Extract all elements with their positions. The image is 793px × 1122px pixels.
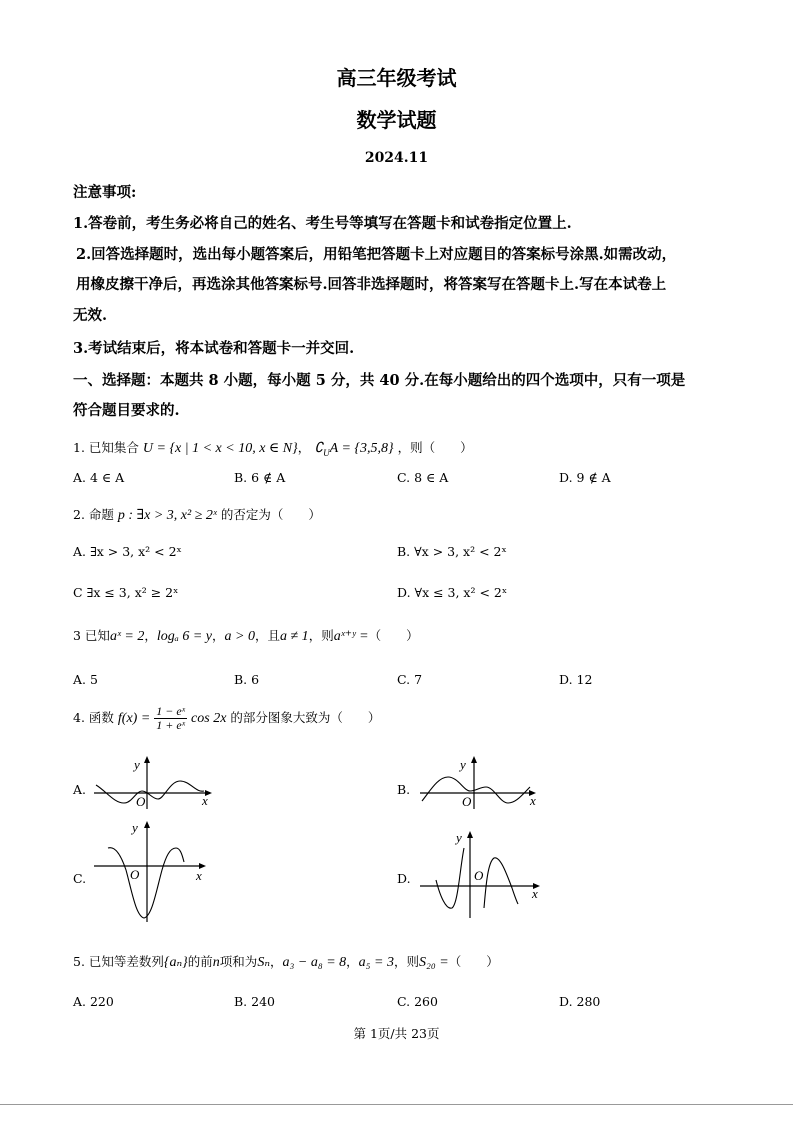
q1-comma: ， (297, 440, 311, 455)
q4-option-c-label[interactable]: C. (73, 871, 87, 886)
exam-title: 高三年级考试 (336, 66, 457, 90)
q3-suffix: （ ） (368, 628, 419, 643)
notes-heading: 注意事项: (73, 184, 137, 201)
q3-option-a[interactable]: A. 5 (73, 672, 98, 687)
q4-graph-d-y-label: y (456, 830, 462, 845)
q4-fraction-denominator: 1 + eˣ (156, 718, 186, 732)
q4-fraction-numerator: 1 − eˣ (156, 704, 186, 718)
q2-option-b[interactable]: B. ∀x > 3, x² < 2ˣ (397, 544, 507, 559)
q4-option-a-label[interactable]: A. (73, 782, 87, 797)
q4-graph-b-y-arrow (471, 756, 477, 763)
q4-graph-c-curve (108, 848, 184, 918)
q4-graph-b-x-label: x (530, 793, 536, 808)
q5-target: S₂₀ = (419, 955, 449, 970)
q1-option-a[interactable]: A. 4 ∈ A (73, 470, 125, 485)
q4-graph-d-origin: O (474, 868, 484, 883)
q4-graph-a-y-label: y (134, 757, 140, 772)
q4-fraction (154, 705, 187, 732)
q2-option-d[interactable]: D. ∀x ≤ 3, x² < 2ˣ (397, 585, 508, 600)
q2-proposition: p : ∃x > 3, x² ≥ 2ˣ (117, 508, 217, 523)
q1-option-b[interactable]: B. 6 ∉ A (234, 470, 286, 485)
question-4 (73, 705, 380, 732)
q5-sep-1: ， (270, 954, 283, 969)
q3-option-d[interactable]: D. 12 (559, 672, 593, 687)
q4-graph-c-x-label: x (196, 868, 202, 883)
q4-graph-a-origin: O (136, 794, 146, 809)
q4-graph-c-origin: O (130, 867, 140, 882)
q3-option-b[interactable]: B. 6 (234, 672, 260, 687)
q3-option-c[interactable]: C. 7 (397, 672, 423, 687)
q4-graph-d[interactable] (418, 828, 548, 920)
q3-sep-2: ， (212, 628, 225, 643)
q4-prefix: 4. 函数 (73, 710, 114, 725)
q5-sep-2: ， (346, 954, 359, 969)
q3-expr-4: a ≠ 1 (280, 629, 309, 644)
q3-sep-1: ， (144, 628, 157, 643)
q4-option-b-label[interactable]: B. (397, 782, 411, 797)
q4-graph-c-y-arrow (144, 821, 150, 828)
notes-item-3: 3.考试结束后，将本试卷和答题卡一并交回. (73, 340, 355, 357)
q4-option-d-label[interactable]: D. (397, 871, 411, 886)
q5-sum: Sₙ (257, 955, 270, 970)
q4-graph-b-curve (422, 777, 530, 803)
q5-option-c[interactable]: C. 260 (397, 994, 438, 1009)
q4-graph-d-curve-right (484, 858, 518, 908)
q4-graph-c-y-label: y (132, 820, 138, 835)
q4-graph-c[interactable] (92, 818, 222, 924)
q4-graph-a-curve (96, 781, 204, 803)
q5-n: n (212, 955, 220, 970)
q2-prefix: 2. 命题 (73, 507, 114, 522)
q4-graph-d-x-label: x (532, 886, 538, 901)
q5-option-a[interactable]: A. 220 (73, 994, 114, 1009)
q3-expr-3: a > 0 (224, 629, 255, 644)
q1-set-u: U = {x | 1 < x < 10, x ∈ N} (142, 441, 298, 456)
q1-complement-sub: U (323, 447, 330, 458)
page-number: 第 1页/共 23页 (353, 1026, 440, 1041)
q1-set-complement (314, 441, 393, 456)
q3-sep-3: ，且 (254, 628, 280, 643)
q5-condition-1: a₃ − a₈ = 8 (282, 955, 347, 970)
q1-suffix: ，则（ ） (397, 440, 473, 455)
notes-item-1: 1.答卷前，考生务必将自己的姓名、考生号等填写在答题卡和试卷指定位置上. (73, 215, 572, 232)
q4-graph-d-curve-left (436, 848, 464, 908)
section-heading-cont: 符合题目要求的. (73, 402, 180, 419)
exam-date: 2024.11 (364, 150, 429, 166)
question-2 (73, 505, 321, 524)
q5-option-b[interactable]: B. 240 (234, 994, 275, 1009)
question-1 (73, 438, 473, 458)
q4-func-lhs: f(x) = (117, 711, 151, 726)
q4-graph-a-y-arrow (144, 756, 150, 763)
q1-complement-rest: A = {3,5,8} (329, 441, 394, 456)
q5-mid-1: 的前 (187, 954, 213, 969)
notes-item-2: 2.回答选择题时，选出每小题答案后，用铅笔把答题卡上对应题目的答案标号涂黑.如需改动， (76, 246, 677, 263)
q5-mid-2: 项和为 (219, 954, 258, 969)
q3-prefix: 3 已知 (73, 628, 110, 643)
question-5 (73, 952, 499, 971)
q3-expr-2: logₐ 6 = y (156, 629, 213, 644)
q5-option-d[interactable]: D. 280 (559, 994, 601, 1009)
section-heading: 一、选择题：本题共 8 小题，每小题 5 分，共 40 分.在每小题给出的四个选项中，只有一项是 (73, 372, 686, 389)
q4-graph-d-y-arrow (467, 831, 473, 838)
q3-sep-4: ，则 (308, 628, 334, 643)
q3-expr-1: aˣ = 2 (109, 629, 145, 644)
q1-option-d[interactable]: D. 9 ∉ A (559, 470, 611, 485)
notes-item-2-end: 无效. (73, 307, 108, 324)
q4-graph-b-y-label: y (460, 757, 466, 772)
q5-suffix: （ ） (448, 954, 499, 969)
q4-func-rhs: cos 2x (191, 711, 227, 726)
q1-prefix: 1. 已知集合 (73, 440, 139, 455)
q4-graph-b[interactable] (418, 755, 548, 811)
q3-expr-5: aˣ⁺ʸ = (333, 629, 369, 644)
notes-item-2-cont: 用橡皮擦干净后，再选涂其他答案标号.回答非选择题时，将答案写在答题卡上.写在本试卷上 (76, 276, 667, 293)
q2-option-c[interactable]: C ∃x ≤ 3, x² ≥ 2ˣ (73, 585, 179, 600)
q5-sep-3: ，则 (394, 954, 420, 969)
q5-condition-2: a₅ = 3 (358, 955, 394, 970)
q2-option-a[interactable]: A. ∃x > 3, x² < 2ˣ (73, 544, 182, 559)
q4-graph-b-origin: O (462, 794, 472, 809)
q1-complement-symbol: ∁ (314, 441, 324, 456)
q4-graph-a[interactable] (92, 755, 222, 811)
q4-suffix: 的部分图象大致为（ ） (230, 710, 381, 725)
q5-sequence: {aₙ} (163, 955, 188, 970)
q1-option-c[interactable]: C. 8 ∈ A (397, 470, 449, 485)
q4-graph-a-x-label: x (202, 793, 208, 808)
exam-subtitle: 数学试题 (356, 108, 437, 132)
q2-suffix: 的否定为（ ） (220, 507, 321, 522)
page-bottom-divider (0, 1104, 793, 1105)
question-3 (73, 626, 419, 645)
q5-prefix: 5. 已知等差数列 (73, 954, 164, 969)
